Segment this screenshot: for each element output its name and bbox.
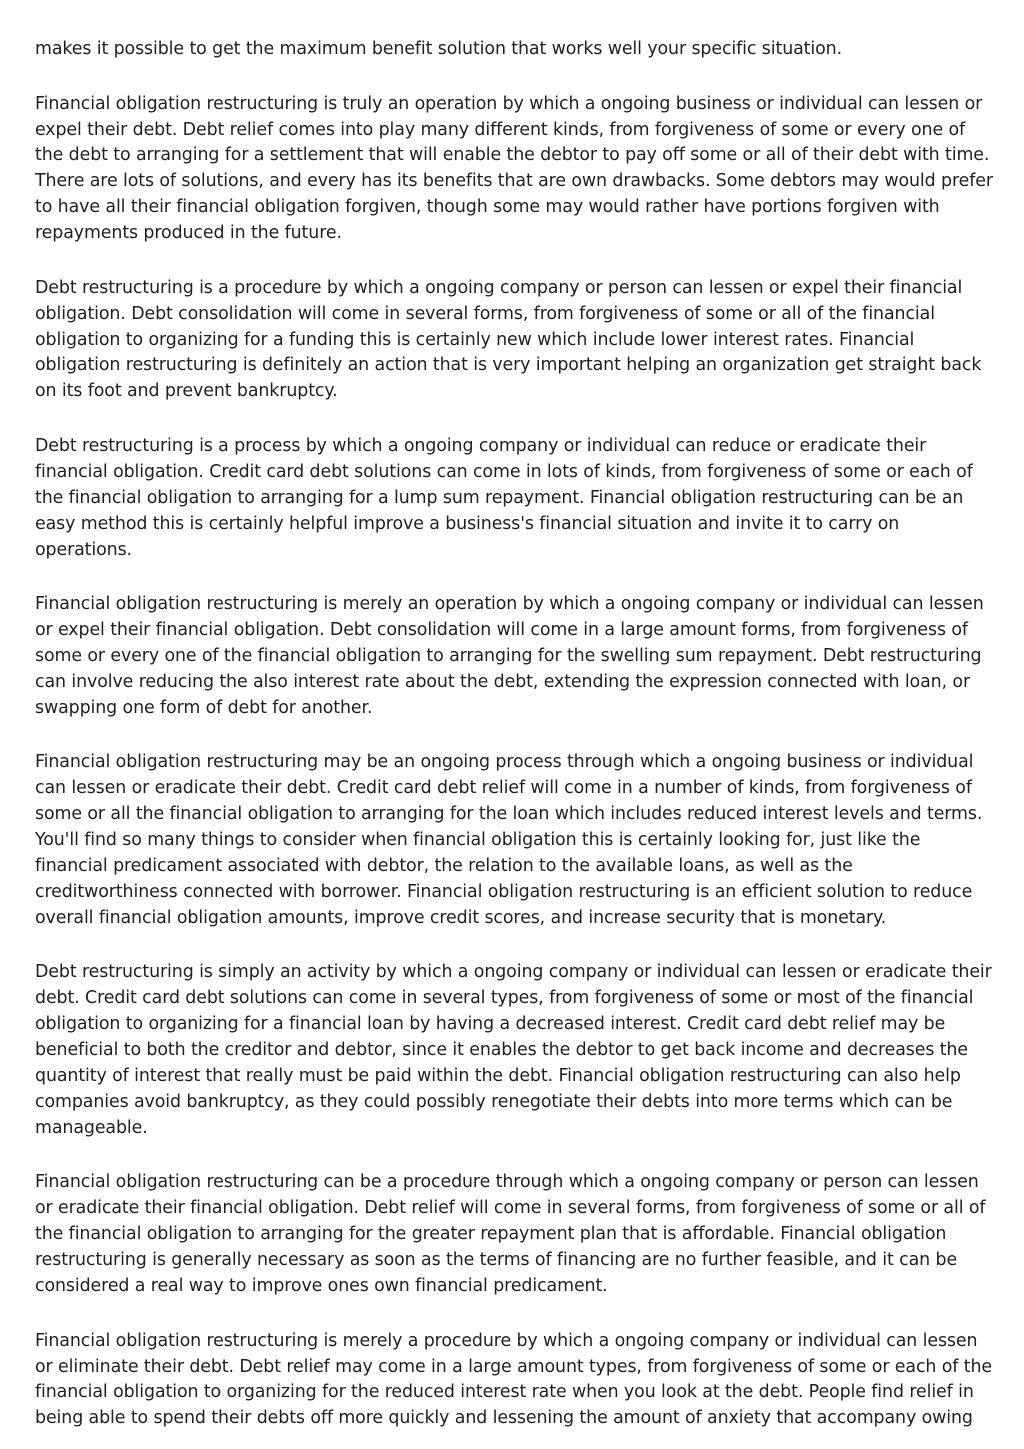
paragraph-8: Financial obligation restructuring can be a procedure through which a ongoing company or person can lessen or eradicate their financial obligation. Debt relief will come in several forms, from forgiveness of some or all of the financial obligation to arranging for the greater repayment plan that is affordable. Financial obligation restructuring is generally necessary as soon as the terms of financing are no further feasible, and it can be considered a real way to improve ones own financial predicament. bbox=[35, 1172, 986, 1297]
paragraph-6: Financial obligation restructuring may be an ongoing process through which a ongoing business or individual can lessen or eradicate their debt. Credit card debt relief will come in a number of kinds, from forgiveness of some or all the financial obligation to arranging for the loan which includes reduced interest levels and terms. You'll find so many things to consider when financial obligation this is certainly looking for, just like the financial predicament associated with debtor, the relation to the available loans, as well as the creditworthiness connected with borrower. Financial obligation restructuring is an efficient solution to reduce overall financial obligation amounts, improve credit scores, and increase security that is monetary. bbox=[35, 752, 983, 928]
paragraph-1: makes it possible to get the maximum benefit solution that works well your specific situation. bbox=[35, 39, 843, 59]
paragraph-2: Financial obligation restructuring is truly an operation by which a ongoing business or individual can lessen or expel their debt. Debt relief comes into play many different kinds, from forgiveness of some or every one of the debt to arranging for a settlement that will enable the debtor to pay off some or all of their debt with time. There are lots of solutions, and every has its benefits that are own drawbacks. Some debtors may would prefer to have all their financial obligation forgiven, though some may would rather have portions forgiven with repayments produced in the future. bbox=[35, 93, 993, 244]
paragraph-5: Financial obligation restructuring is merely an operation by which a ongoing company or individual can lessen or expel their financial obligation. Debt consolidation will come in a large amount forms, from forgiveness of some or every one of the financial obligation to arranging for the swelling sum repayment. Debt restructuring can involve reducing the also interest rate about the debt, extending the expression connected with loan, or swapping one form of debt for another. bbox=[35, 594, 984, 718]
paragraph-9: Financial obligation restructuring is merely a procedure by which a ongoing company or individual can lessen or eliminate their debt. Debt relief may come in a large amount types, from forgiveness of some or each of the financial obligation to organizing for the reduced interest rate when you look at the debt. People find relief in being able to spend their debts off more quickly and lessening the amount of anxiety that accompany owing bbox=[35, 1330, 992, 1429]
paragraph-4: Debt restructuring is a process by which a ongoing company or individual can reduce or eradicate their financial obligation. Credit card debt solutions can come in lots of kinds, from forgiveness of some or each of the financial obligation to arranging for a lump sum repayment. Financial obligation restructuring can be an easy method this is certainly helpful improve a business's financial situation and invite it to carry on operations. bbox=[35, 435, 973, 560]
paragraph-7: Debt restructuring is simply an activity by which a ongoing company or individual can lessen or eradicate their debt. Credit card debt solutions can come in several types, from forgiveness of some or most of the financial obligation to organizing for a financial loan by having a decreased interest. Credit card debt relief may be beneficial to both the creditor and debtor, since it enables the debtor to get back income and decreases the quantity of interest that really must be paid within the debt. Financial obligation restructuring can also help companies avoid bankruptcy, as they could possibly renegotiate their debts into more terms which can be manageable. bbox=[35, 962, 992, 1138]
paragraph-3: Debt restructuring is a procedure by which a ongoing company or person can lessen or expel their financial obligation. Debt consolidation will come in several forms, from forgiveness of some or all of the financial obligation to organizing for a funding this is certainly new which include lower interest rates. Financial obligation restructuring is definitely an action that is very important helping an organization get straight back on its foot and prevent bankruptcy. bbox=[35, 277, 982, 402]
document-body bbox=[35, 37, 995, 1432]
